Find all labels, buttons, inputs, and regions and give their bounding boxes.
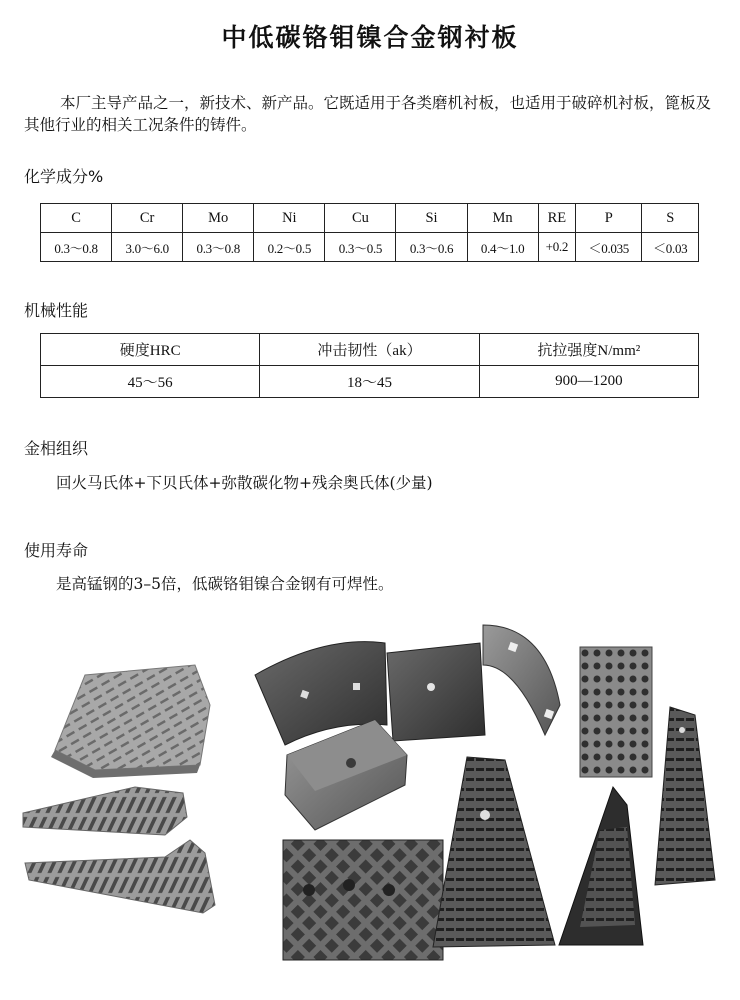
table-header-cell: S [642, 204, 699, 233]
mechanical-properties-table [40, 333, 699, 398]
service-life-text: 是高锰钢的3–5倍，低碳铬钼镍合金钢有可焊性。 [56, 575, 394, 593]
table-header-cell: RE [538, 204, 575, 233]
chemical-composition-table [40, 203, 699, 262]
table-header-cell: 抗拉强度N/mm² [479, 334, 698, 366]
table-cell: 0.3～0.8 [183, 233, 254, 262]
table-cell: ＜0.03 [642, 233, 699, 262]
table-cell: +0.2 [538, 233, 575, 262]
table-cell: 0.4～1.0 [467, 233, 538, 262]
table-cell: 18～45 [260, 366, 479, 398]
table-header-row [41, 334, 699, 366]
table-cell: 45～56 [41, 366, 260, 398]
mechanical-heading: 机械性能 [24, 301, 89, 320]
table-header-cell: Cu [325, 204, 396, 233]
liner-plates-photo [15, 595, 727, 990]
table-cell: 0.3～0.6 [396, 233, 467, 262]
table-header-row [41, 204, 699, 233]
table-header-cell: C [41, 204, 112, 233]
service-life-heading: 使用寿命 [24, 541, 89, 560]
intro-paragraph: 本厂主导产品之一，新技术、新产品。它既适用于各类磨机衬板，也适用于破碎机衬板，篦板及其他行业的相关工况条件的铸件。 [24, 94, 712, 134]
table-header-cell: Mo [183, 204, 254, 233]
table-header-cell: Mn [467, 204, 538, 233]
table-header-cell: P [576, 204, 642, 233]
product-photos [15, 595, 727, 990]
table-cell: ＜0.035 [576, 233, 642, 262]
table-cell: 0.3～0.8 [41, 233, 112, 262]
table-header-cell: Cr [112, 204, 183, 233]
table-cell: 0.3～0.5 [325, 233, 396, 262]
table-header-cell: 硬度HRC [41, 334, 260, 366]
table-row [41, 366, 699, 398]
table-header-cell: Si [396, 204, 467, 233]
microstructure-text: 回火马氏体+下贝氏体+弥散碳化物+残余奥氏体(少量) [56, 474, 433, 492]
table-header-cell: 冲击韧性（ak） [260, 334, 479, 366]
microstructure-heading: 金相组织 [24, 439, 89, 458]
table-cell: 0.2～0.5 [254, 233, 325, 262]
table-row [41, 233, 699, 262]
page-title: 中低碳铬钼镍合金钢衬板 [221, 23, 519, 52]
table-cell: 3.0～6.0 [112, 233, 183, 262]
table-cell: 900—1200 [479, 366, 698, 398]
chemical-heading: 化学成分% [24, 167, 104, 186]
table-header-cell: Ni [254, 204, 325, 233]
